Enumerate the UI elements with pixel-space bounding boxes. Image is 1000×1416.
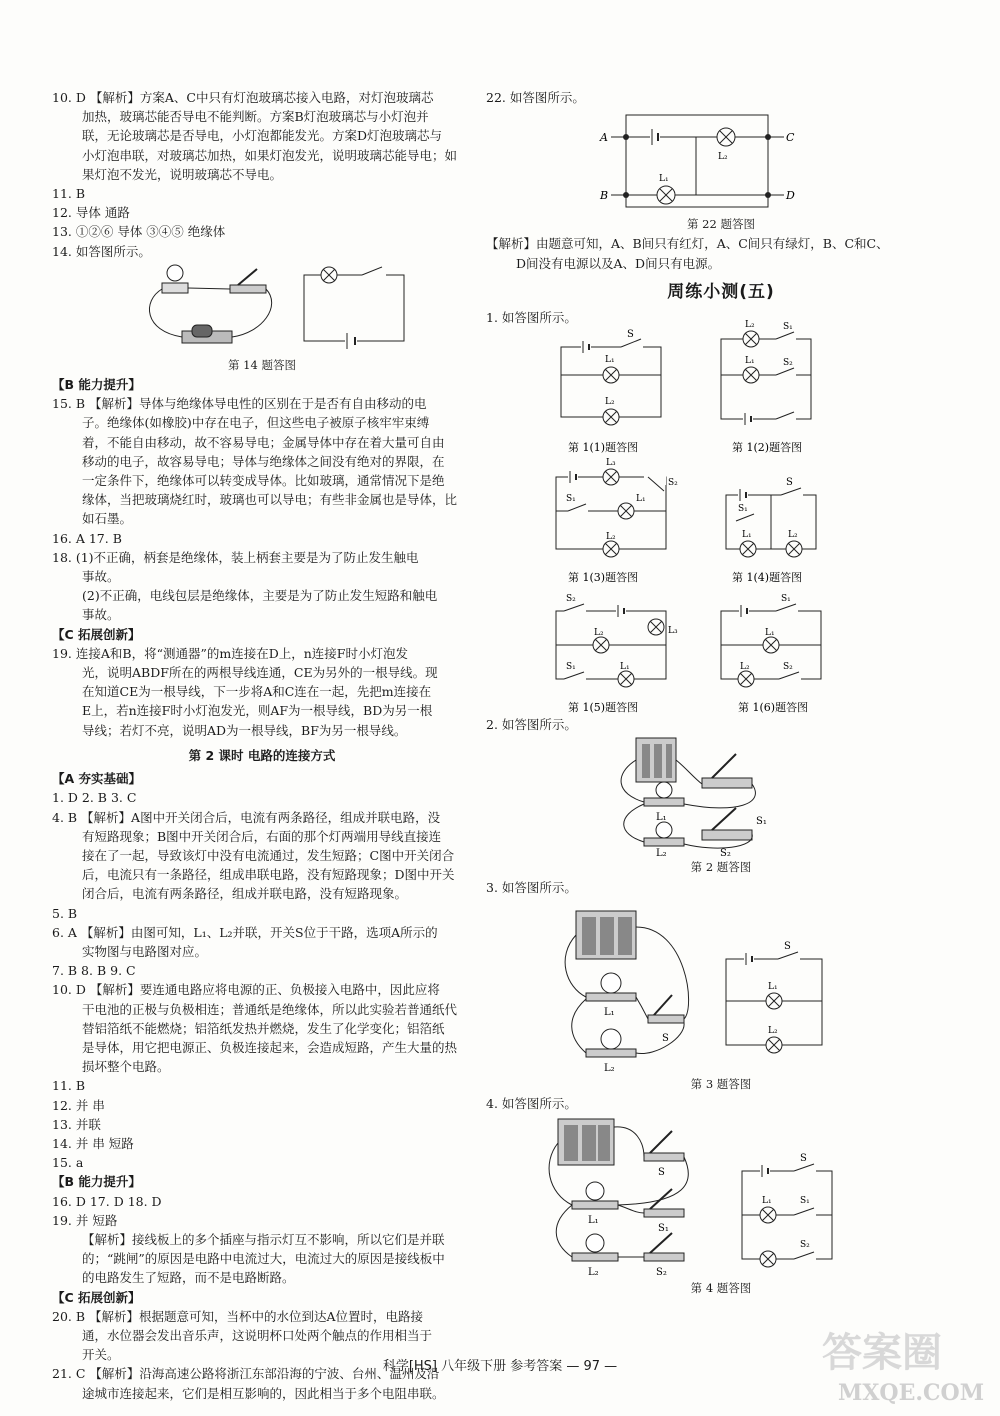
figure-q2-caption: 第 2 题答图 (690, 860, 752, 875)
q3-label-s: S (662, 1032, 669, 1044)
caption-1-6: 第 1(6)题答图 (738, 701, 809, 715)
q1-5-label-l2: L₂ (594, 628, 604, 639)
q4-schem-label-s2: S₂ (800, 1240, 810, 1251)
q4-label-l1: L₁ (588, 1215, 599, 1227)
answer-15: 15. B 【解析】导体与绝缘体导电性的区别在于是否有自由移动的电 子。绝缘体(如橡胶)中存在电子，但这些电子被原子核牢牢束缚 着，不能自由移动，故不容易导电；金属导体中存在着大量可自由 移动的电子，故容易导电；导体与绝缘体之间没有绝对的界限，在 一定条件下，绝缘体可以转变成导体。比如玻璃，通常情况下是绝 缘体，当把玻璃烧红时，玻璃也可以导电；有些非金属也是导体，比 如石墨。 (52, 396, 458, 527)
figure-q3 (486, 897, 956, 1075)
lesson-title: 第 2 课时 电路的连接方式 (188, 747, 336, 763)
q1-1-label-l1: L₁ (605, 355, 615, 366)
q1-5-label-l3: L₃ (668, 626, 678, 637)
q1-3-label-l3: L₃ (606, 458, 616, 469)
q2-label-s1: S₁ (756, 816, 767, 828)
explanation-22: 【解析】由题意可知，A、B间只有红灯，A、C间只有绿灯，B、C和C、 D间没有电源以及A、D间只有电源。 (486, 236, 889, 271)
q4-label-s1: S₁ (658, 1223, 669, 1235)
answer-14b: 14. 并 串 短路 (52, 1135, 134, 1151)
caption-1-1: 第 1(1)题答图 (568, 441, 639, 455)
q4-schem-label-s1: S₁ (800, 1196, 810, 1207)
q1-4-label-s1: S₁ (738, 504, 748, 515)
section-a-basics: 【A 夯实基础】 (52, 771, 142, 787)
q1-1-label-l2: L₂ (605, 397, 615, 408)
answer-6: 6. A 【解析】由图可知，L₁、L₂并联，开关S位于干路，选项A所示的 实物图与电路图对应。 (52, 924, 438, 959)
figure-22-caption: 第 22 题答图 (687, 217, 755, 232)
q1-3-label-l2: L₂ (606, 532, 616, 543)
watermark-text-en: MXQE.COM (838, 1380, 985, 1406)
q1-6-label-l1: L₁ (765, 628, 775, 639)
figure-q2 (486, 734, 956, 858)
watermark-text-cn: 答案圈 (822, 1329, 942, 1376)
q4-schem-label-l1: L₁ (762, 1196, 772, 1207)
q1-2-label-s1: S₁ (783, 322, 793, 333)
q1-3-label-l1: L₁ (636, 494, 646, 505)
quiz-answer-3: 3. 如答图所示。 (486, 879, 577, 895)
page-footer: 科学[HS] 八年级下册 参考答案 — 97 — (382, 1359, 618, 1374)
q1-3-label-s2: S₂ (668, 478, 678, 489)
figure-q4-caption: 第 4 题答图 (690, 1281, 752, 1296)
answer-12: 12. 导体 通路 (52, 205, 130, 221)
figure-14 (52, 261, 472, 356)
quiz-1-drawings (486, 320, 956, 715)
label-b: B (600, 189, 609, 203)
q1-6-label-s1: S₁ (781, 594, 791, 605)
label-l2: L₂ (718, 152, 728, 163)
answer-13b: 13. 并联 (52, 1116, 101, 1132)
q3-schem-label-s: S (784, 940, 791, 952)
answer-12b: 12. 并 串 (52, 1097, 105, 1113)
answer-1-3: 1. D 2. B 3. C (52, 790, 137, 806)
answer-7-9: 7. B 8. B 9. C (52, 963, 136, 979)
q1-2-label-s2: S₂ (783, 358, 793, 369)
quiz-answer-2: 2. 如答图所示。 (486, 717, 577, 733)
answer-22: 22. 如答图所示。 (486, 90, 585, 105)
label-a: A (600, 131, 608, 145)
right-column (486, 88, 956, 1298)
figure-22-drawing (486, 107, 956, 215)
q1-6-label-l2: L₂ (740, 662, 750, 673)
answer-14: 14. 如答图所示。 (52, 243, 151, 259)
figure-q4-drawing (486, 1113, 956, 1279)
answer-5: 5. B (52, 905, 78, 921)
q1-4-label-l1: L₁ (742, 530, 752, 541)
answer-19: 19. 连接A和B，将“测通器”的m连接在D上，n连接F时小灯泡发 光，说明ABDF所在的两根导线连通，CE为另外的一根导线。现 在知道CE为一根导线，下一步将A和C连在一起，先把m连接在 E上，若n连接F时小灯泡发光，则AF为一根导线，BD为另一根 导线；若灯不亮，说明AD为一根导线，BF为另一根导线。 (52, 645, 438, 738)
caption-1-4: 第 1(4)题答图 (732, 571, 803, 585)
figure-q3-caption: 第 3 题答图 (690, 1076, 752, 1091)
quiz-1-figures (486, 320, 956, 715)
answer-11: 11. B (52, 186, 86, 202)
figure-q3-drawing (486, 897, 956, 1075)
label-l1: L₁ (659, 174, 669, 185)
q1-3-label-s1: S₁ (566, 494, 576, 505)
answer-11b: 11. B (52, 1078, 86, 1094)
q4-label-s2: S₂ (656, 1267, 667, 1279)
quiz-answer-1: 1. 如答图所示。 (486, 310, 577, 326)
quiz-answer-4: 4. 如答图所示。 (486, 1096, 577, 1112)
q2-label-l1: L₁ (656, 812, 667, 824)
answer-15b: 15. a (52, 1155, 84, 1171)
q1-2-label-l1: L₁ (745, 356, 755, 367)
section-c-innovation-2: 【C 拓展创新】 (52, 1289, 141, 1305)
q1-5-label-s1: S₁ (566, 662, 576, 673)
section-c-innovation: 【C 拓展创新】 (52, 626, 141, 642)
figure-14-drawing (52, 261, 472, 356)
section-b-ability: 【B 能力提升】 (52, 377, 141, 393)
q1-5-label-l1: L₁ (620, 662, 630, 673)
weekly-quiz-title: 周练小测(五) (667, 281, 775, 302)
label-d: D (786, 189, 795, 203)
q3-label-l1: L₁ (604, 1006, 615, 1018)
answer-19b: 19. 并 短路 (52, 1212, 118, 1228)
caption-1-2: 第 1(2)题答图 (732, 441, 803, 455)
q1-5-label-s2: S₂ (566, 594, 576, 605)
q3-label-l2: L₂ (604, 1062, 615, 1074)
q2-label-s2: S₂ (720, 848, 731, 860)
q1-1-label-s: S (627, 329, 634, 341)
q2-label-l2: L₂ (656, 848, 667, 860)
figure-14-caption: 第 14 题答图 (228, 357, 296, 372)
q4-schem-label-s: S (800, 1153, 807, 1165)
answer-10: 10. D 【解析】方案A、C中只有灯泡玻璃芯接入电路，对灯泡玻璃芯 加热，玻璃芯能否导电不能判断。方案B灯泡玻璃芯与小灯泡并 联，无论玻璃芯是否导电，小灯泡都能发光。方案D灯泡玻璃芯与 小灯泡串联，对玻璃芯加热，如果灯泡发光，说明玻璃芯能导电；如 果灯泡不发光，说明玻璃芯不导电。 (52, 90, 458, 182)
q1-4-label-s: S (786, 477, 793, 489)
caption-1-5: 第 1(5)题答图 (568, 701, 639, 715)
q3-schem-label-l1: L₁ (768, 981, 778, 992)
answer-16-18b: 16. D 17. D 18. D (52, 1193, 162, 1209)
answer-16-17: 16. A 17. B (52, 530, 122, 546)
answer-10b: 10. D 【解析】要连通电路应将电源的正、负极接入电路中，因此应将 干电池的正极与负极相连；普通纸是绝缘体，所以此实验若普通纸代 替铝箔纸不能燃烧；铝箔纸发热并燃烧，发生了化学变化；铝箔纸 是导体，用它把电源正、负极连接起来，会造成短路，产生大量的热 损坏整个电路。 (52, 982, 458, 1075)
figure-22 (486, 107, 956, 215)
left-column (52, 88, 472, 1403)
answer-19b-explanation: 【解析】接线板上的多个插座与指示灯互不影响，所以它们是并联 的；“跳闸”的原因是电路中电流过大，电流过大的原因是接线板中 的电路发生了短路，而不是电路断路。 (82, 1231, 445, 1286)
section-b-ability-2: 【B 能力提升】 (52, 1174, 141, 1190)
q1-4-label-l2: L₂ (788, 530, 798, 541)
q1-2-label-l2: L₂ (745, 320, 755, 331)
figure-q4 (486, 1113, 956, 1279)
caption-1-3: 第 1(3)题答图 (568, 571, 639, 585)
answer-18: 18. (1)不正确，柄套是绝缘体，装上柄套主要是为了防止发生触电 事故。 (2)不正确，电线包层是绝缘体，主要是为了防止发生短路和触电 事故。 (52, 549, 438, 623)
answer-20: 20. B 【解析】根据题意可知，当杯中的水位到达A位置时，电路接 通，水位器会发出音乐声，这说明杯口处两个触点的作用相当于 开关。 (52, 1308, 433, 1363)
answer-21: 21. C 【解析】沿海高速公路将浙江东部沿海的宁波、台州、温州及沿 途城市连接起来，它们是相互影响的，因此相当于多个电阻串联。 (52, 1366, 445, 1401)
figure-q2-drawing (486, 734, 956, 858)
answer-13: 13. ①②⑥ 导体 ③④⑤ 绝缘体 (52, 224, 226, 240)
q4-label-l2: L₂ (588, 1267, 599, 1279)
watermark-logo (812, 1318, 992, 1408)
label-c: C (786, 131, 795, 145)
q1-6-label-s2: S₂ (783, 662, 793, 673)
q4-label-s: S (658, 1167, 665, 1179)
answer-4: 4. B 【解析】A图中开关闭合后，电流有两条路径，组成并联电路，没 有短路现象；B图中开关闭合后，右面的那个灯两端用导线直接连 接在了一起，导致该灯中没有电流通过，发生短路；C图中开关闭合 后，电流只有一条路径，组成串联电路，没有短路现象；D图中开关 闭合后，电流有两条路径，组成并联电路，没有短路现象。 (52, 809, 455, 902)
q3-schem-label-l2: L₂ (768, 1025, 778, 1036)
